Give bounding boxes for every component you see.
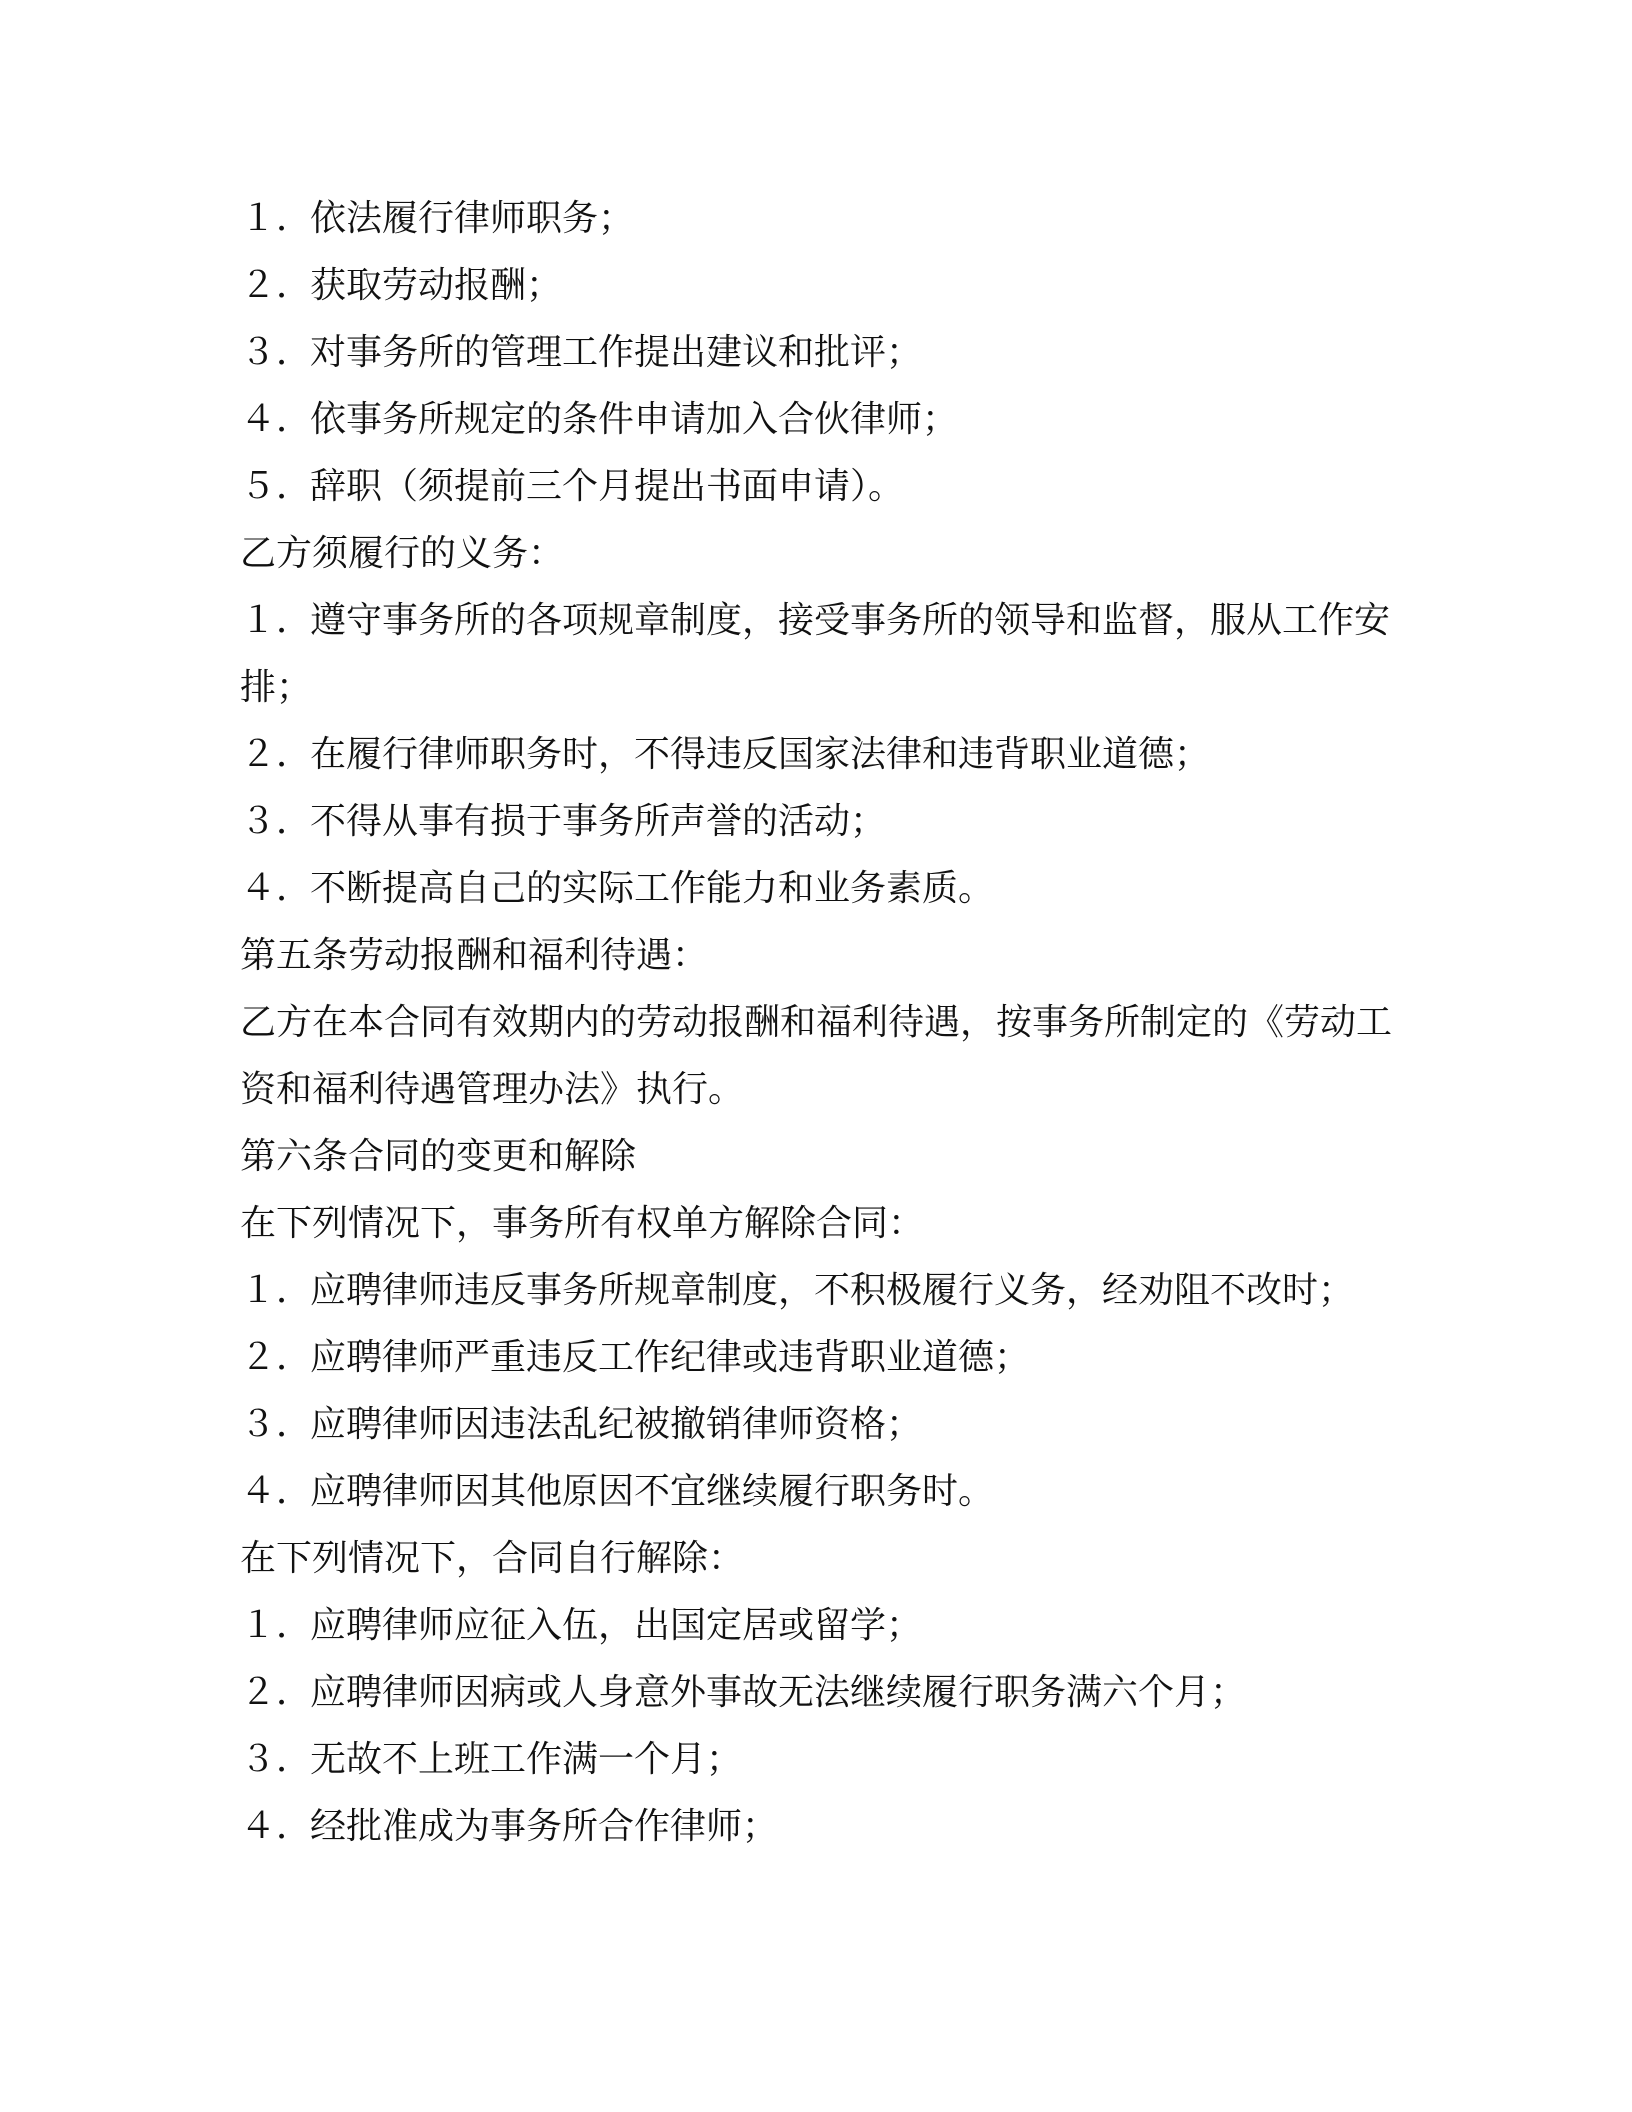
list-text: 依事务所规定的条件申请加入合伙律师； bbox=[310, 399, 959, 440]
list-number: ４． bbox=[240, 1806, 313, 1847]
list-number: ２． bbox=[240, 265, 313, 306]
list-number: ２． bbox=[240, 1337, 313, 1378]
list-number: １． bbox=[240, 1605, 313, 1646]
list-item bbox=[240, 788, 1400, 855]
unilateral-heading: 在下列情况下，事务所有权单方解除合同： bbox=[240, 1203, 925, 1244]
list-text: 应聘律师违反事务所规章制度，不积极履行义务，经劝阻不改时； bbox=[310, 1270, 1355, 1311]
list-number: ２． bbox=[240, 1672, 313, 1713]
article5-heading: 第五条劳动报酬和福利待遇： bbox=[240, 935, 709, 976]
list-text: 应聘律师应征入伍，出国定居或留学； bbox=[310, 1605, 923, 1646]
list-item bbox=[240, 319, 1400, 386]
list-item bbox=[240, 587, 1400, 721]
document-page bbox=[240, 185, 1400, 1860]
article5-body: 乙方在本合同有效期内的劳动报酬和福利待遇，按事务所制定的《劳动工资和福利待遇管理办法》执行。 bbox=[240, 1002, 1393, 1110]
list-item bbox=[240, 855, 1400, 922]
list-number: ３． bbox=[240, 1404, 313, 1445]
list-item bbox=[240, 1257, 1400, 1324]
list-text: 在履行律师职务时，不得违反国家法律和违背职业道德； bbox=[310, 734, 1211, 775]
automatic-heading: 在下列情况下，合同自行解除： bbox=[240, 1538, 745, 1579]
list-item bbox=[240, 1793, 1400, 1860]
list-number: ３． bbox=[240, 1739, 313, 1780]
list-item bbox=[240, 1592, 1400, 1659]
list-number: １． bbox=[240, 600, 313, 641]
list-number: ３． bbox=[240, 801, 313, 842]
list-number: １． bbox=[240, 1270, 313, 1311]
list-item bbox=[240, 252, 1400, 319]
list-item bbox=[240, 453, 1400, 520]
list-text: 无故不上班工作满一个月； bbox=[310, 1739, 743, 1780]
duties-heading: 乙方须履行的义务： bbox=[240, 533, 565, 574]
list-item bbox=[240, 1391, 1400, 1458]
list-number: ３． bbox=[240, 332, 313, 373]
list-text: 获取劳动报酬； bbox=[310, 265, 563, 306]
list-text: 依法履行律师职务； bbox=[310, 198, 635, 239]
list-item bbox=[240, 1458, 1400, 1525]
list-number: ５． bbox=[240, 466, 313, 507]
article6-heading: 第六条合同的变更和解除 bbox=[240, 1136, 637, 1177]
list-text: 对事务所的管理工作提出建议和批评； bbox=[310, 332, 923, 373]
list-text: 不断提高自己的实际工作能力和业务素质。 bbox=[310, 868, 995, 909]
list-number: ４． bbox=[240, 399, 313, 440]
list-text: 应聘律师因违法乱纪被撤销律师资格； bbox=[310, 1404, 923, 1445]
list-text: 应聘律师因病或人身意外事故无法继续履行职务满六个月； bbox=[310, 1672, 1247, 1713]
list-item bbox=[240, 185, 1400, 252]
list-number: ４． bbox=[240, 868, 313, 909]
list-number: ２． bbox=[240, 734, 313, 775]
list-text: 辞职（须提前三个月提出书面申请）。 bbox=[310, 466, 905, 507]
list-item bbox=[240, 1324, 1400, 1391]
list-number: １． bbox=[240, 198, 313, 239]
list-item bbox=[240, 386, 1400, 453]
list-number: ４． bbox=[240, 1471, 313, 1512]
list-item bbox=[240, 1726, 1400, 1793]
list-text: 应聘律师因其他原因不宜继续履行职务时。 bbox=[310, 1471, 995, 1512]
list-text: 应聘律师严重违反工作纪律或违背职业道德； bbox=[310, 1337, 1031, 1378]
list-text: 经批准成为事务所合作律师； bbox=[310, 1806, 779, 1847]
list-text: 遵守事务所的各项规章制度，接受事务所的领导和监督，服从工作安排； bbox=[240, 600, 1391, 708]
list-item bbox=[240, 721, 1400, 788]
list-text: 不得从事有损于事务所声誉的活动； bbox=[310, 801, 887, 842]
list-item bbox=[240, 1659, 1400, 1726]
